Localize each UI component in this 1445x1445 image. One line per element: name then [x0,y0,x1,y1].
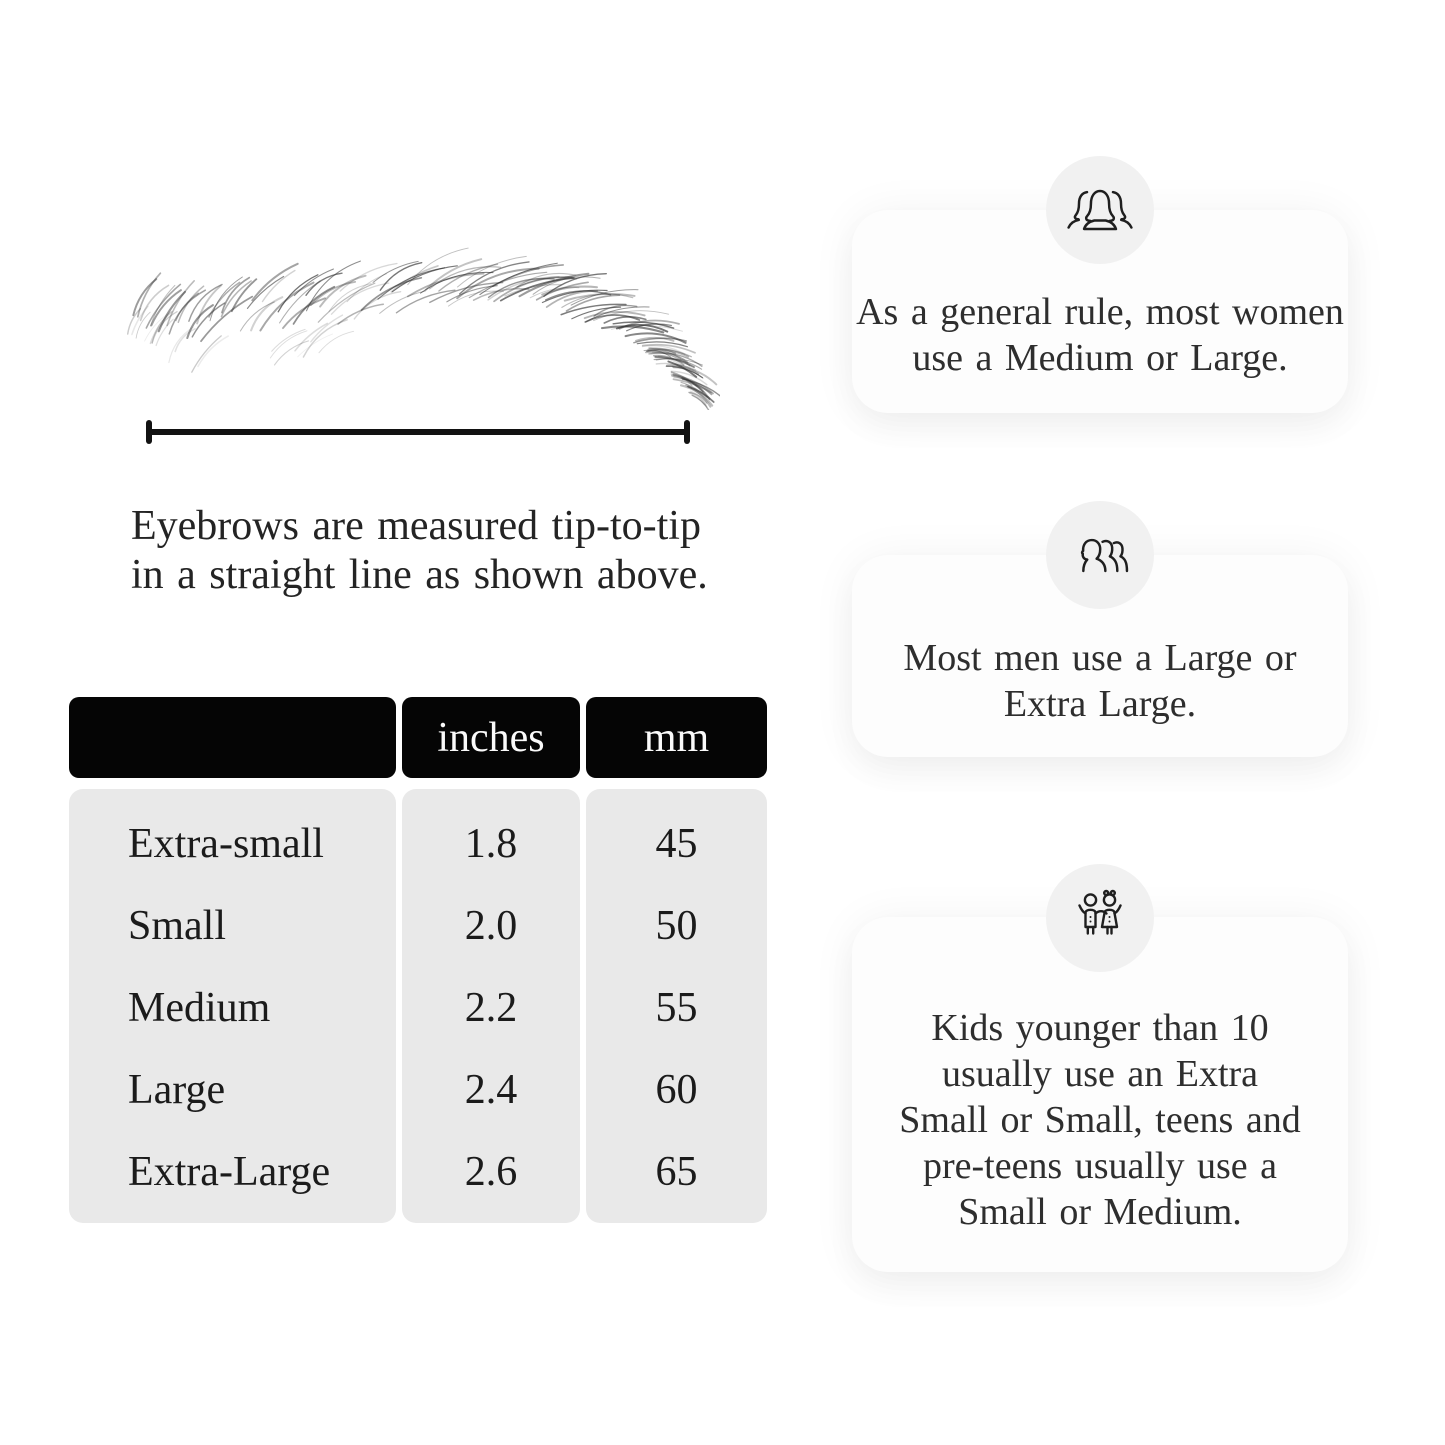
card-text-line: As a general rule, most women [856,291,1344,333]
size-table-column-mm [586,697,767,1223]
mm-value-cell: 55 [655,985,698,1031]
men-group-icon [1065,529,1135,581]
inches-value-cell: 2.2 [464,985,518,1031]
size-label-cell: Large [128,1067,226,1113]
inches-column-body [402,789,580,1223]
mm-value-cell: 60 [655,1067,698,1113]
card-text-line: usually use an Extra [941,1053,1259,1095]
card-text-line: Small or Medium. [958,1191,1242,1233]
caption-line: in a straight line as shown above. [131,552,708,598]
size-label-cell: Extra-Large [128,1149,331,1195]
size-table-column-inches [402,697,580,1223]
card-text-line: pre-teens usually use a [922,1145,1278,1187]
card-text-line: Small or Small, teens and [899,1099,1301,1141]
mm-value-cell: 50 [655,903,698,949]
size-column-header [69,697,396,778]
card-text-line: Extra Large. [1003,683,1197,725]
men-card-badge [1046,501,1154,609]
card-text-line: use a Medium or Large. [912,337,1288,379]
size-table [69,697,767,1223]
eyebrow-illustration [110,230,720,410]
measurement-bar [146,429,690,435]
mm-column-header: mm [586,697,767,778]
kids-icon [1068,889,1132,947]
mm-value-cell: 65 [655,1149,698,1195]
women-group-icon [1065,184,1135,236]
size-label-cell: Small [128,903,227,949]
women-card-badge [1046,156,1154,264]
inches-value-cell: 2.0 [464,903,518,949]
inches-column-header: inches [402,697,580,778]
kids-card-badge [1046,864,1154,972]
size-table-column-names [69,697,396,1223]
measurement-right-tick [684,420,690,444]
inches-value-cell: 2.4 [464,1067,518,1113]
measurement-line [146,420,690,444]
inches-value-cell: 1.8 [464,821,518,867]
size-column-body [69,789,396,1223]
size-label-cell: Medium [128,985,271,1031]
card-text-line: Most men use a Large or [903,637,1297,679]
measurement-caption [131,502,708,600]
mm-column-body [586,789,767,1223]
caption-line: Eyebrows are measured tip-to-tip [131,503,701,549]
inches-value-cell: 2.6 [464,1149,518,1195]
mm-value-cell: 45 [655,821,698,867]
card-text-line: Kids younger than 10 [931,1007,1269,1049]
size-label-cell: Extra-small [128,821,324,867]
